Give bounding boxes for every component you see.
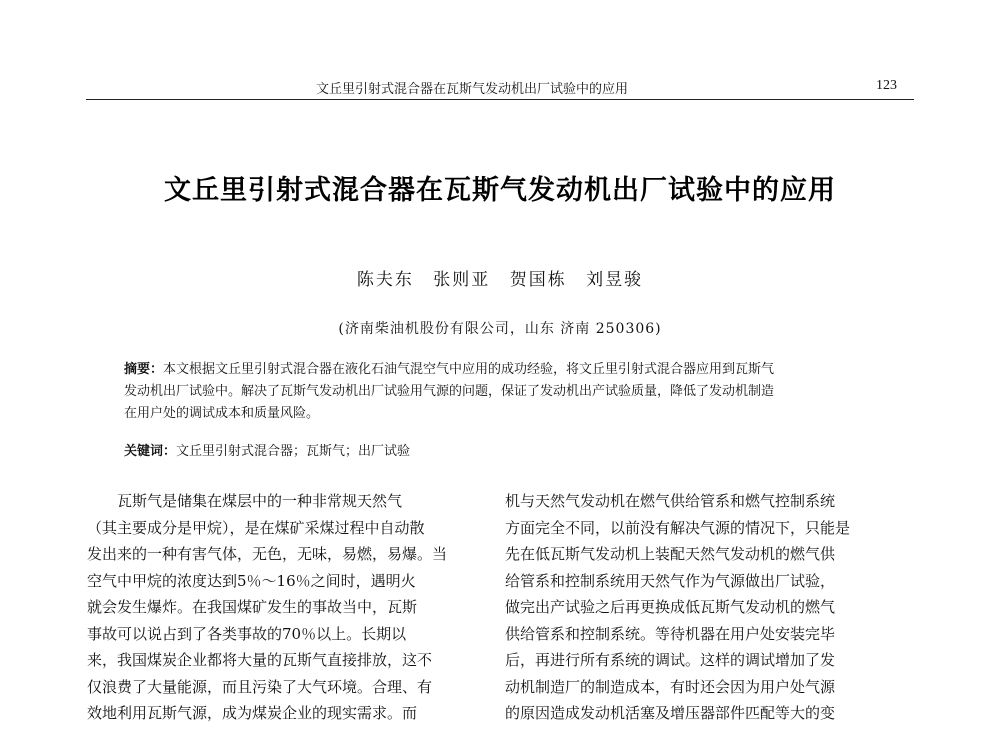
keywords: [124, 440, 884, 459]
body-line: 空气中甲烷的浓度达到5％～16％之间时，遇明火: [87, 571, 416, 590]
body-line: 瓦斯气是储集在煤层中的一种非常规天然气: [117, 492, 403, 510]
abstract-line: [124, 359, 884, 381]
header-rule: [86, 99, 914, 100]
body-line: 动机制造厂的制造成本，有时还会因为用户处气源: [505, 677, 836, 696]
body-line: 机与天然气发动机在燃气供给管系和燃气控制系统: [505, 492, 836, 510]
body-line: （其主要成分是甲烷），是在煤矿采煤过程中自动散: [87, 518, 425, 537]
body-column-right: [505, 488, 919, 727]
body-line: 方面完全不同，以前没有解决气源的情况下，只能是: [505, 518, 851, 537]
abstract-line: 发动机出厂试验中。解决了瓦斯气发动机出厂试验用气源的问题，保证了发动机出产试验质量，降低了发动机制造: [124, 384, 775, 399]
abstract-line: 在用户处的调试成本和质量风险。: [124, 406, 320, 421]
paper-affiliation: (济南柴油机股份有限公司，山东 济南 250306): [338, 321, 662, 337]
body-line: 给管系和控制系统用天然气作为气源做出厂试验，: [505, 571, 836, 590]
body-line: 做完出产试验之后再更换成低瓦斯气发动机的燃气: [505, 598, 836, 616]
body-column-left: [87, 488, 501, 727]
page-number: 123: [876, 78, 897, 93]
body-line: 事故可以说占到了各类事故的70％以上。长期以: [87, 624, 407, 643]
body-line: 效地利用瓦斯气源，成为煤炭企业的现实需求。而: [87, 704, 418, 722]
paper-title: 文丘里引射式混合器在瓦斯气发动机出厂试验中的应用: [164, 175, 836, 206]
abstract: [124, 359, 884, 425]
keywords-label: 关键词：: [124, 444, 177, 459]
body-line: 供给管系和控制系统。等待机器在用户处安装完毕: [505, 624, 836, 643]
abstract-label: 摘要：: [124, 362, 164, 377]
running-header: [0, 76, 1000, 98]
running-title: 文丘里引射式混合器在瓦斯气发动机出厂试验中的应用: [316, 82, 629, 97]
abstract-text: 本文根据文丘里引射式混合器在液化石油气混空气中应用的成功经验，将文丘里引射式混合器应用到瓦斯气: [163, 362, 775, 377]
body-line: 的原因造成发动机活塞及增压器部件匹配等大的变: [505, 704, 836, 722]
body-line: 仅浪费了大量能源，而且污染了大气环境。合理、有: [87, 677, 433, 696]
body-line: 就会发生爆炸。在我国煤矿发生的事故当中，瓦斯: [87, 598, 418, 616]
body-line: 来，我国煤炭企业都将大量的瓦斯气直接排放，这不: [87, 651, 433, 669]
body-line: 先在低瓦斯气发动机上装配天然气发动机的燃气供: [505, 545, 836, 563]
paper-authors: 陈夫东 张则亚 贺国栋 刘昱骏: [356, 270, 644, 290]
keywords-text: 文丘里引射式混合器；瓦斯气；出厂试验: [176, 444, 411, 459]
body-line: 后，再进行所有系统的调试。这样的调试增加了发: [505, 651, 836, 669]
body-line: 发出来的一种有害气体，无色，无味，易燃，易爆。当: [87, 545, 448, 563]
